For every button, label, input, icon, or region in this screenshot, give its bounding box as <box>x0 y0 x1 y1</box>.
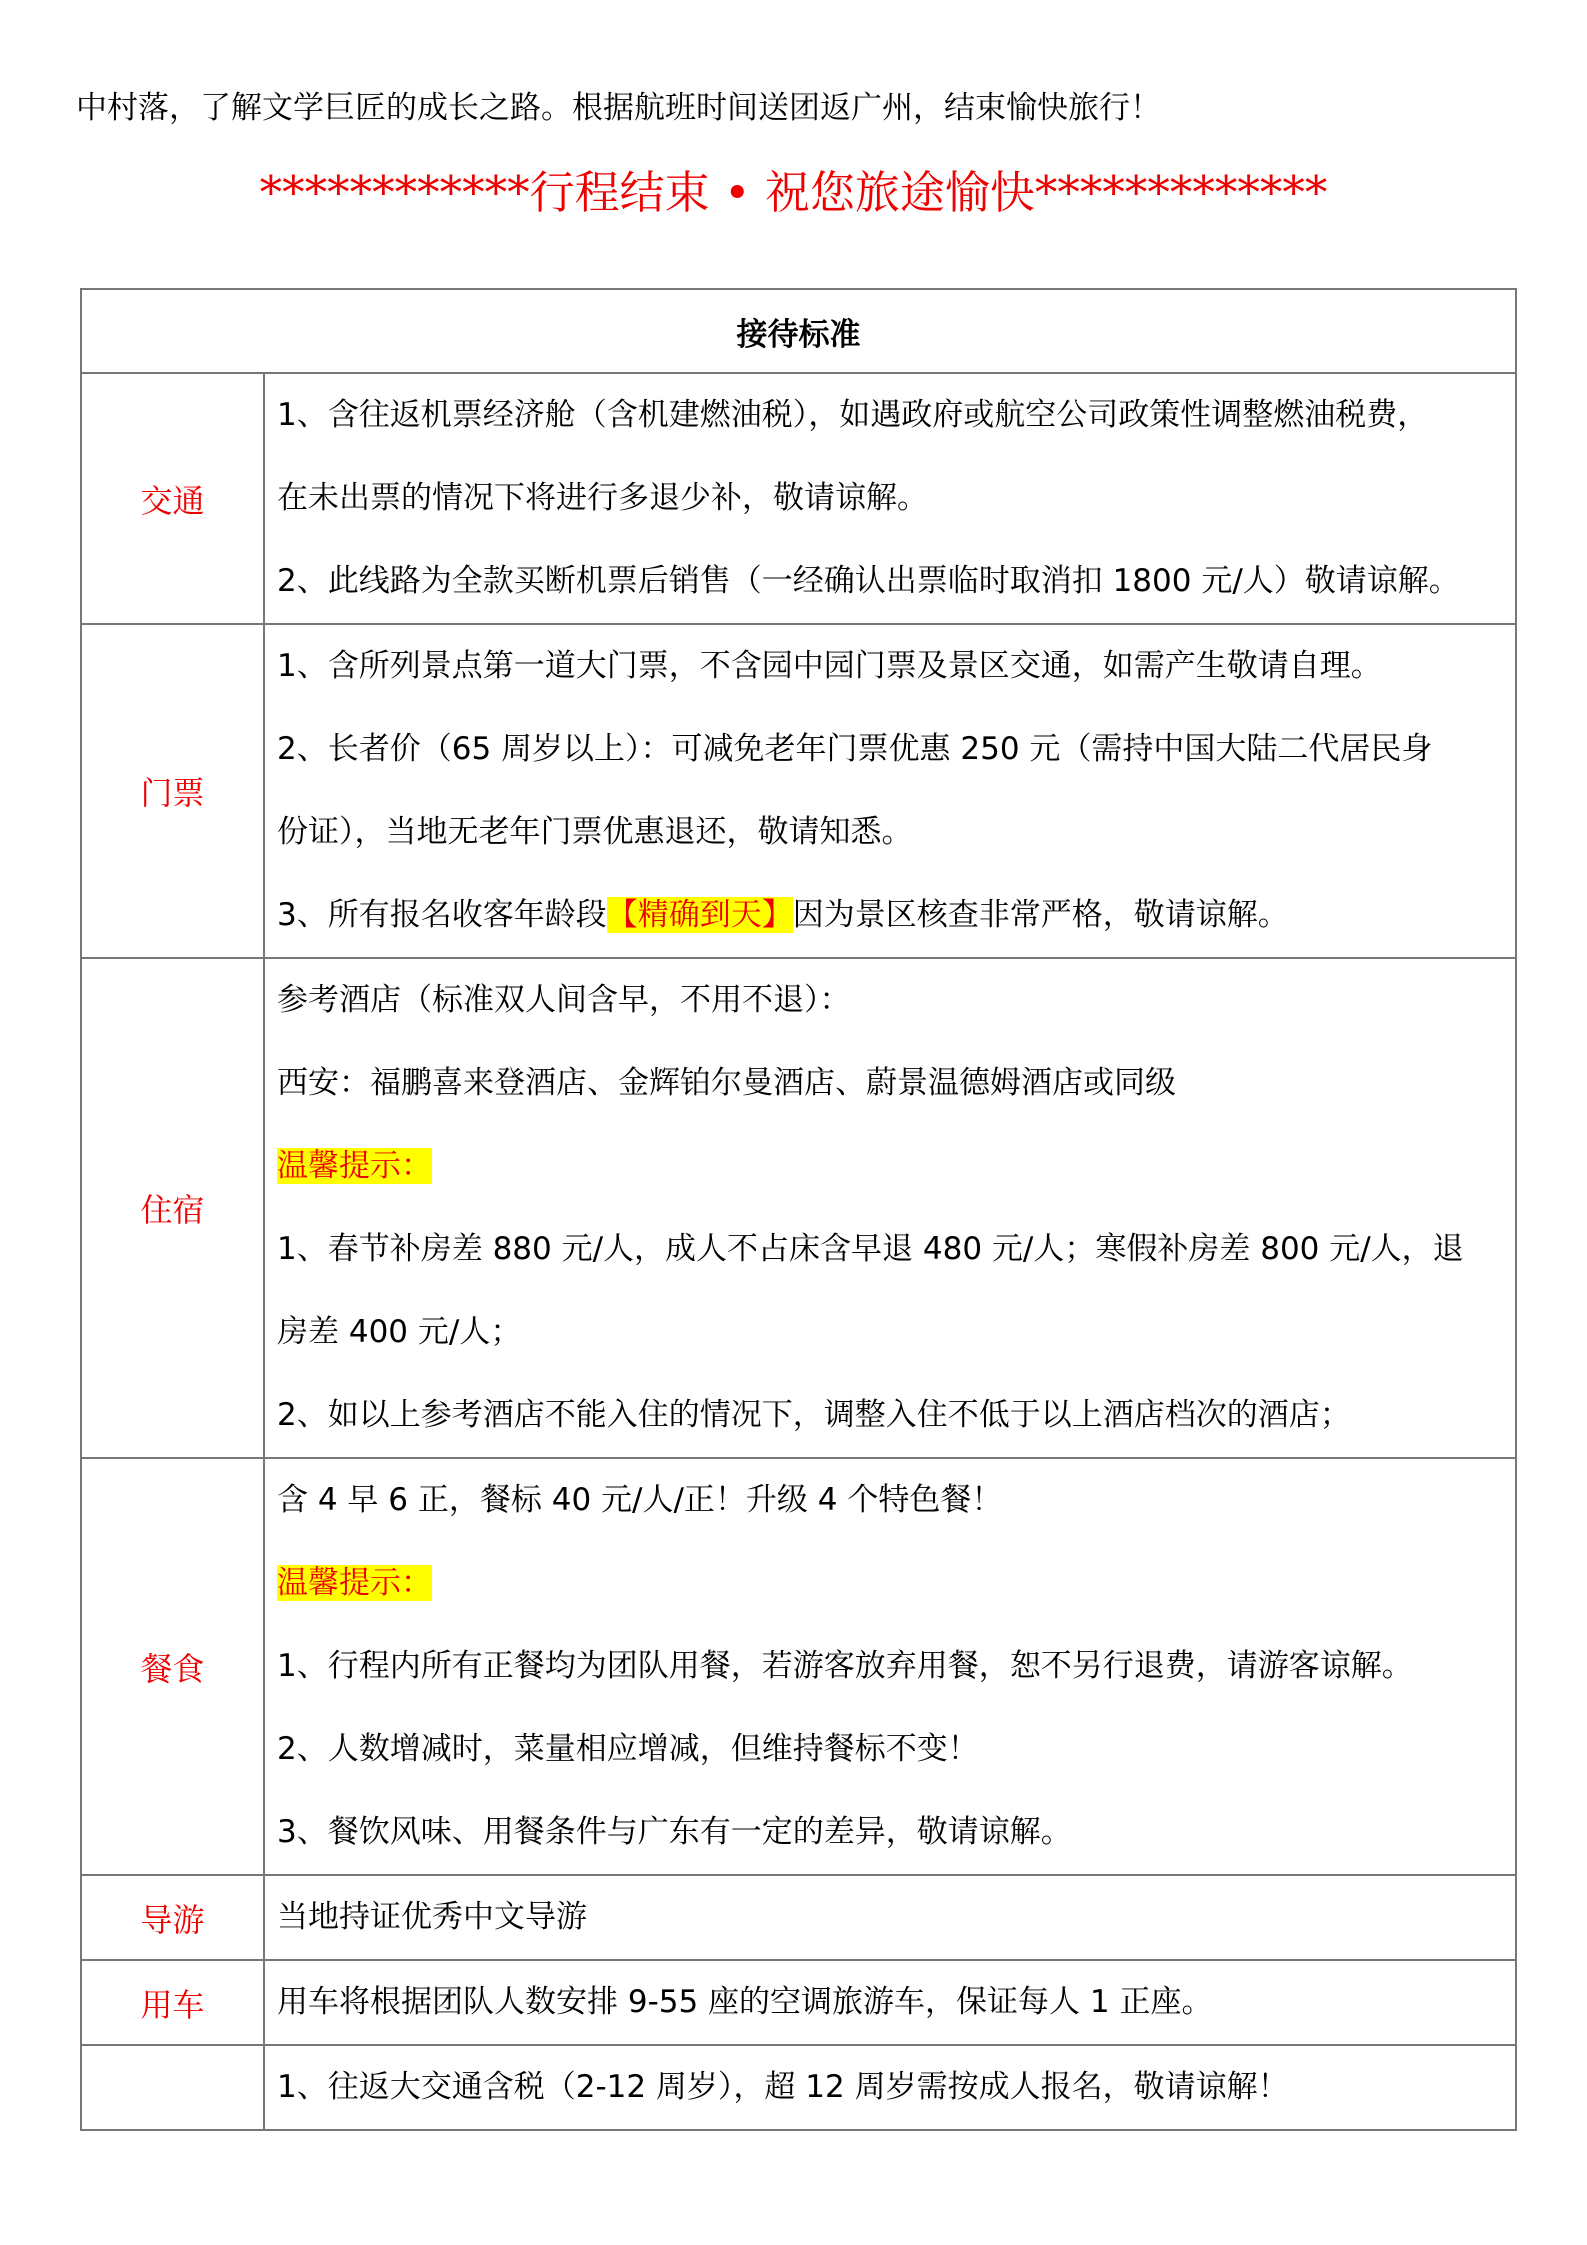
table-row-transport <box>81 373 1516 624</box>
tickets-line-1: 1、含所列景点第一道大门票，不含园中园门票及景区交通，如需产生敬请自理。 <box>277 648 1382 684</box>
tickets-line-2: 2、长者价（65 周岁以上）：可减免老年门票优惠 250 元（需持中国大陆二代居民身 <box>277 731 1433 767</box>
tickets-line-4-end: 因为景区核查非常严格，敬请谅解。 <box>792 897 1289 933</box>
row-label-transport: 交通 <box>81 373 264 624</box>
lodging-line-3: 1、春节补房差 880 元/人，成人不占床含早退 480 元/人；寒假补房差 800 元/人，退 <box>277 1231 1464 1267</box>
row-content-children <box>264 2045 1516 2130</box>
lodging-line-4: 房差 400 元/人； <box>277 1314 522 1350</box>
row-content-meals <box>264 1458 1516 1875</box>
tickets-line-3: 份证），当地无老年门票优惠退还，敬请知悉。 <box>277 814 913 850</box>
meals-tip <box>277 1542 1503 1625</box>
row-content-vehicle <box>264 1960 1516 2045</box>
guide-line-1: 当地持证优秀中文导游 <box>277 1899 587 1935</box>
vehicle-line-1: 用车将根据团队人数安排 9-55 座的空调旅游车，保证每人 1 正座。 <box>277 1984 1213 2020</box>
intro-text: 中村落，了解文学巨匠的成长之路。根据航班时间送团返广州，结束愉快旅行！ <box>76 90 1161 126</box>
lodging-line-5: 2、如以上参考酒店不能入住的情况下，调整入住不低于以上酒店档次的酒店； <box>277 1397 1351 1433</box>
row-label-guide: 导游 <box>81 1875 264 1960</box>
lodging-tip-label: 温馨提示： <box>277 1148 432 1184</box>
row-content-lodging <box>264 958 1516 1458</box>
table-row-vehicle <box>81 1960 1516 2045</box>
row-label-vehicle: 用车 <box>81 1960 264 2045</box>
row-content-tickets <box>264 624 1516 958</box>
lodging-line-1: 参考酒店（标准双人间含早，不用不退）： <box>277 982 851 1018</box>
meals-line-1: 含 4 早 6 正，餐标 40 元/人/正！升级 4 个特色餐！ <box>277 1482 1003 1518</box>
meals-line-2: 1、行程内所有正餐均为团队用餐，若游客放弃用餐，恕不另行退费，请游客谅解。 <box>277 1648 1413 1684</box>
tickets-line-4 <box>277 874 1503 957</box>
exact-to-day-highlight: 【精确到天】 <box>606 897 793 933</box>
transport-line-2: 在未出票的情况下将进行多退少补，敬请谅解。 <box>277 480 928 516</box>
row-content-guide <box>264 1875 1516 1960</box>
table-row-guide <box>81 1875 1516 1960</box>
table-row-tickets <box>81 624 1516 958</box>
row-content-transport <box>264 373 1516 624</box>
transport-line-3: 2、此线路为全款买断机票后销售（一经确认出票临时取消扣 1800 元/人）敬请谅解。 <box>277 563 1460 599</box>
table-row-children <box>81 2045 1516 2130</box>
table-row-meals <box>81 1458 1516 1875</box>
table-header-row <box>81 289 1516 373</box>
tickets-line-4-start: 3、所有报名收客年龄段 <box>277 897 607 933</box>
row-label-meals: 餐食 <box>81 1458 264 1875</box>
lodging-tip <box>277 1125 1503 1208</box>
row-label-children <box>81 2045 264 2130</box>
service-standard-table <box>80 288 1517 2131</box>
row-label-tickets: 门票 <box>81 624 264 958</box>
trip-end-banner: ************行程结束 • 祝您旅途愉快************* <box>259 166 1328 219</box>
meals-line-3: 2、人数增减时，菜量相应增减，但维持餐标不变！ <box>277 1731 979 1767</box>
row-label-lodging: 住宿 <box>81 958 264 1458</box>
table-title: 接待标准 <box>81 289 1516 373</box>
transport-line-1: 1、含往返机票经济舱（含机建燃油税），如遇政府或航空公司政策性调整燃油税费， <box>277 397 1429 433</box>
children-line-1: 1、往返大交通含税（2-12 周岁），超 12 周岁需按成人报名，敬请谅解！ <box>277 2069 1289 2105</box>
table-row-lodging <box>81 958 1516 1458</box>
meals-tip-label: 温馨提示： <box>277 1565 432 1601</box>
meals-line-4: 3、餐饮风味、用餐条件与广东有一定的差异，敬请谅解。 <box>277 1814 1072 1850</box>
lodging-line-2: 西安：福鹏喜来登酒店、金辉铂尔曼酒店、蔚景温德姆酒店或同级 <box>277 1065 1176 1101</box>
